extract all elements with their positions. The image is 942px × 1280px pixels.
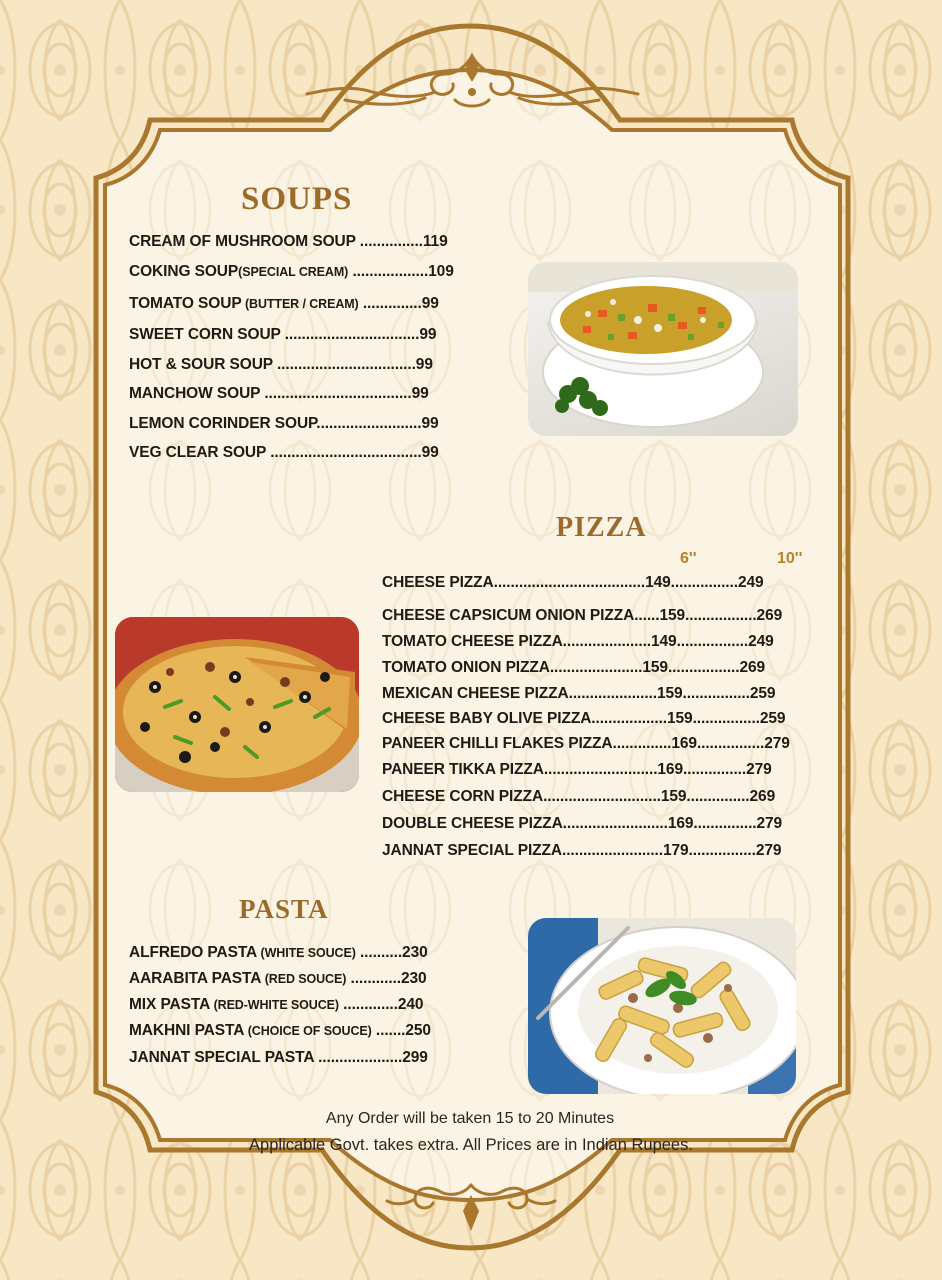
soup-item [129, 415, 439, 433]
pizza-item-name: DOUBLE CHEESE PIZZA [382, 815, 563, 832]
pasta-item-dots: .......... [355, 944, 403, 961]
pizza-item-dots1: .................................... [493, 574, 646, 591]
pizza-item-dots1: ......................... [562, 815, 668, 832]
pizza-item [382, 815, 782, 833]
pizza-item [382, 607, 782, 625]
soup-item-name: MANCHOW SOUP [129, 385, 261, 402]
pizza-item-dots1: ..................... [562, 633, 652, 650]
pizza-item-price-10: 259 [759, 710, 786, 727]
soup-item-price: 99 [415, 356, 433, 373]
pasta-item [129, 1022, 431, 1040]
pizza-size-6-label: 6'' [680, 550, 697, 567]
soup-item-note: (SPECIAL CREAM) [238, 265, 349, 279]
pizza-item-name: MEXICAN CHEESE PIZZA [382, 685, 569, 702]
soup-item-price: 99 [419, 326, 437, 343]
pizza-item-name: TOMATO ONION PIZZA [382, 659, 550, 676]
soup-item [129, 385, 429, 403]
pizza-item-name: PANEER CHILLI FLAKES PIZZA [382, 735, 613, 752]
soup-item [129, 444, 439, 462]
pizza-item-dots2: ............... [693, 815, 757, 832]
soup-item [129, 263, 454, 281]
pasta-item-price: 240 [397, 996, 424, 1013]
penne-pasta-icon [528, 918, 796, 1094]
pizza-item-price-6: 159 [659, 607, 686, 624]
pizza-item-dots1: ...................... [549, 659, 643, 676]
pasta-item-name: JANNAT SPECIAL PASTA [129, 1049, 314, 1066]
soup-item-name: CREAM OF MUSHROOM SOUP [129, 233, 356, 250]
pizza-heading: PIZZA [556, 512, 647, 543]
pizza-item-dots1: ..................... [568, 685, 657, 702]
pasta-item-price: 299 [402, 1049, 428, 1066]
pizza-item-dots2: ................. [676, 633, 749, 650]
pizza-item-dots1: .................. [591, 710, 668, 727]
pizza-item-price-10: 279 [764, 735, 790, 752]
pasta-item-note: (CHOICE OF SOUCE) [244, 1024, 372, 1038]
footer-tax-note: Applicable Govt. takes extra. All Prices are in Indian Rupees. [249, 1136, 693, 1154]
pizza-item-dots2: ................ [696, 735, 765, 752]
pasta-item [129, 996, 423, 1014]
pizza-item-price-6: 169 [671, 735, 697, 752]
pasta-item-dots: .................... [313, 1049, 403, 1066]
bottom-ornament-icon [385, 1175, 557, 1235]
soup-item-dots: ................................... [260, 385, 412, 402]
pizza-item [382, 574, 764, 592]
pizza-item-dots2: ............... [682, 761, 747, 778]
pizza-item-price-10: 279 [746, 761, 772, 778]
pizza-item-dots2: ............... [686, 788, 750, 805]
pizza-item-name: CHEESE CORN PIZZA [382, 788, 544, 805]
pizza-item-dots1: .............. [612, 735, 672, 752]
soup-item-name: VEG CLEAR SOUP [129, 444, 266, 461]
pizza-item [382, 685, 775, 703]
pasta-item-dots: ............. [338, 996, 398, 1013]
pizza-item-price-6: 159 [667, 710, 693, 727]
pizza-item-dots2: ................ [682, 685, 750, 702]
soup-item-price: 99 [411, 385, 429, 402]
pizza-item [382, 659, 765, 677]
pizza-item-price-10: 279 [756, 815, 783, 832]
pizza-item [382, 710, 785, 728]
soup-item [129, 233, 448, 251]
pasta-item [129, 1049, 428, 1067]
pasta-item-note: (RED SOUCE) [261, 972, 347, 986]
soup-item-price: 99 [421, 415, 439, 432]
pizza-item-dots1: ...... [634, 607, 660, 624]
soup-item-name: SWEET CORN SOUP [129, 326, 281, 343]
pizza-item-price-6: 159 [642, 659, 668, 676]
pizza-item-price-6: 179 [662, 842, 689, 859]
pizza-item-price-6: 169 [667, 815, 694, 832]
soup-item-name: TOMATO SOUP [129, 295, 242, 312]
soups-heading: SOUPS [241, 181, 353, 217]
pasta-item-note: (WHITE SOUCE) [257, 946, 356, 960]
pizza-item-price-6: 149 [645, 574, 671, 591]
soup-item-price: 99 [421, 295, 439, 312]
pizza-item-price-10: 269 [739, 659, 766, 676]
pasta-item-name: MAKHNI PASTA [129, 1022, 245, 1039]
pizza-item [382, 842, 781, 860]
soup-item-name: COKING SOUP [129, 263, 239, 280]
soup-item-price: 99 [421, 444, 439, 461]
pizza-icon [115, 617, 359, 792]
pasta-heading: PASTA [239, 894, 329, 924]
pizza-item-price-10: 249 [737, 574, 764, 591]
pizza-item-dots2: ................ [688, 842, 756, 859]
pizza-item-name: CHEESE CAPSICUM ONION PIZZA [382, 607, 635, 624]
top-ornament-icon [305, 48, 640, 112]
pasta-item-dots: ............ [346, 970, 401, 987]
pasta-item-price: 250 [405, 1022, 431, 1039]
pizza-item-name: CHEESE PIZZA [382, 574, 494, 591]
pizza-item-dots1: ............................ [543, 788, 661, 805]
soup-item-note: (BUTTER / CREAM) [241, 297, 359, 311]
footer-order-time: Any Order will be taken 15 to 20 Minutes [325, 1110, 615, 1127]
pizza-size-10-label: 10'' [777, 550, 803, 567]
pizza-item-price-10: 279 [755, 842, 782, 859]
pasta-item [129, 970, 427, 988]
soup-bowl-icon [528, 262, 798, 436]
pasta-item-note: (RED-WHITE SOUCE) [210, 998, 339, 1012]
pasta-item-dots: ....... [371, 1022, 406, 1039]
soup-item-dots: ............... [355, 233, 423, 250]
pasta-item-price: 230 [400, 970, 427, 987]
pizza-item-price-6: 169 [657, 761, 683, 778]
pizza-item-name: TOMATO CHEESE PIZZA [382, 633, 563, 650]
pizza-photo [115, 617, 359, 792]
pizza-item-dots1: ........................ [562, 842, 663, 859]
soup-item-dots: ......................... [316, 415, 422, 432]
pasta-photo [528, 918, 796, 1094]
soup-item [129, 295, 439, 313]
soup-item-price: 109 [428, 263, 454, 280]
soup-item-dots: .................................... [265, 444, 422, 461]
pizza-item-dots2: ................ [670, 574, 738, 591]
pizza-item [382, 735, 790, 753]
pizza-item-price-10: 269 [749, 788, 776, 805]
soup-item [129, 356, 433, 374]
soup-item-dots: ................................ [280, 326, 420, 343]
pasta-item [129, 944, 428, 962]
soup-item [129, 326, 436, 344]
pizza-item-price-10: 259 [749, 685, 776, 702]
soup-item-dots: ................................. [272, 356, 416, 373]
pasta-item-price: 230 [402, 944, 428, 961]
pizza-item-name: CHEESE BABY OLIVE PIZZA [382, 710, 592, 727]
soup-item-dots: .................. [348, 263, 429, 280]
pizza-item-price-6: 159 [656, 685, 683, 702]
soup-item-name: LEMON CORINDER SOUP [129, 415, 317, 432]
pizza-item-name: JANNAT SPECIAL PIZZA [382, 842, 562, 859]
pizza-item [382, 633, 774, 651]
pizza-item-dots2: ................. [667, 659, 740, 676]
pasta-item-name: AARABITA PASTA [129, 970, 262, 987]
pizza-item-dots1: ........................... [543, 761, 658, 778]
pasta-item-name: ALFREDO PASTA [129, 944, 258, 961]
soup-item-price: 119 [422, 233, 448, 250]
pizza-item-price-6: 149 [651, 633, 677, 650]
soup-item-name: HOT & SOUR SOUP [129, 356, 273, 373]
pizza-item [382, 788, 775, 806]
pizza-item-price-10: 269 [756, 607, 783, 624]
pizza-item-price-6: 159 [660, 788, 687, 805]
pizza-item-price-10: 249 [748, 633, 774, 650]
pizza-item [382, 761, 772, 779]
pasta-item-name: MIX PASTA [129, 996, 211, 1013]
pizza-item-dots2: ................. [685, 607, 757, 624]
pizza-item-dots2: ................ [692, 710, 760, 727]
soup-item-dots: .............. [358, 295, 422, 312]
soup-photo [528, 262, 798, 436]
pizza-item-name: PANEER TIKKA PIZZA [382, 761, 544, 778]
